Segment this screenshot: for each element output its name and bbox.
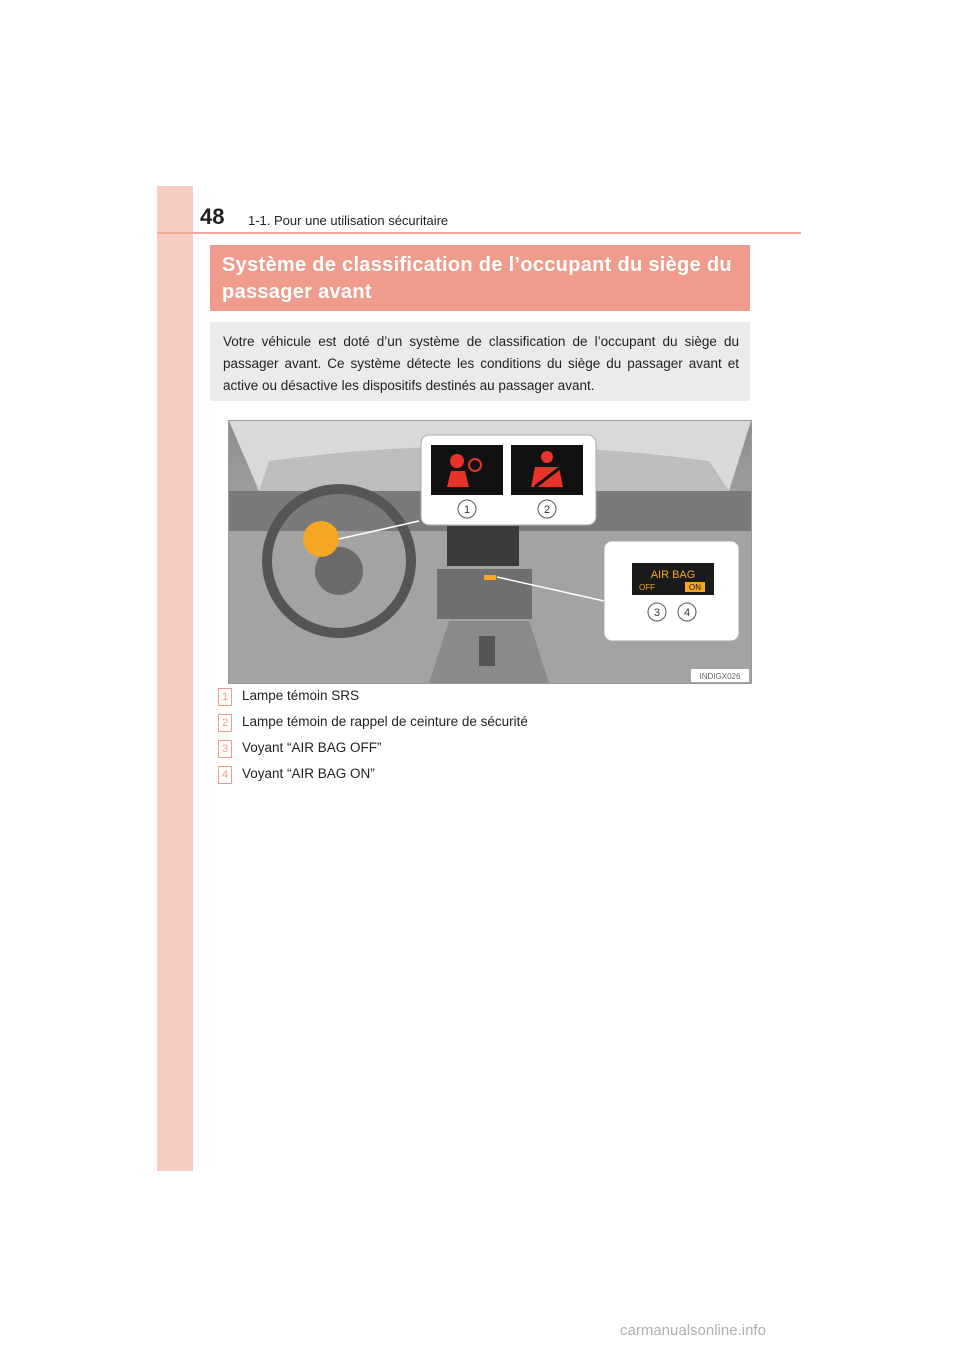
airbag-on-label: ON: [689, 583, 701, 592]
chapter-title: 1-1. Pour une utilisation sécuritaire: [248, 213, 449, 228]
callout-4-label: 4: [683, 607, 691, 619]
legend-item: [218, 764, 738, 790]
callout-3-label: 3: [653, 607, 661, 619]
dashboard-illustration: [228, 420, 752, 684]
legend-text: Voyant “AIR BAG ON”: [242, 766, 375, 781]
side-band: [157, 186, 193, 1171]
legend-number: 1: [218, 688, 232, 706]
legend-list: [218, 686, 738, 790]
airbag-label: AIR BAG: [650, 569, 696, 581]
intro-text: Votre véhicule est doté d’un système de classification de l’occupant du siège du passager avant. Ce système détecte les conditions du siège du passager avant et active ou désactive les dispositifs destinés au passager avant.: [223, 334, 739, 393]
airbag-off-label: OFF: [639, 583, 655, 592]
legend-text: Lampe témoin SRS: [242, 688, 360, 703]
srs-warning-lamp: [431, 445, 503, 495]
callout-2-label: 2: [543, 504, 551, 516]
legend-item: [218, 738, 738, 764]
legend-item: [218, 712, 738, 738]
legend-number: 3: [218, 740, 232, 758]
legend-number: 2: [218, 714, 232, 732]
airbag-indicator-small: [484, 575, 496, 580]
page-number: 48: [200, 204, 225, 229]
srs-highlight: [303, 521, 339, 557]
legend-text: Voyant “AIR BAG OFF”: [242, 740, 382, 755]
figure-code: INDIGX026: [699, 672, 741, 681]
legend-text: Lampe témoin de rappel de ceinture de sécurité: [242, 714, 528, 729]
header-rule: [157, 232, 801, 234]
page-header: [200, 200, 800, 236]
callout-1-label: 1: [463, 504, 471, 516]
intro-box: [210, 322, 750, 401]
section-title-box: [210, 245, 750, 311]
section-title: Système de classification de l’occupant du siège du passager avant: [222, 254, 732, 303]
legend-item: [218, 686, 738, 712]
legend-number: 4: [218, 766, 232, 784]
footer-watermark: carmanualsonline.info: [620, 1322, 766, 1339]
